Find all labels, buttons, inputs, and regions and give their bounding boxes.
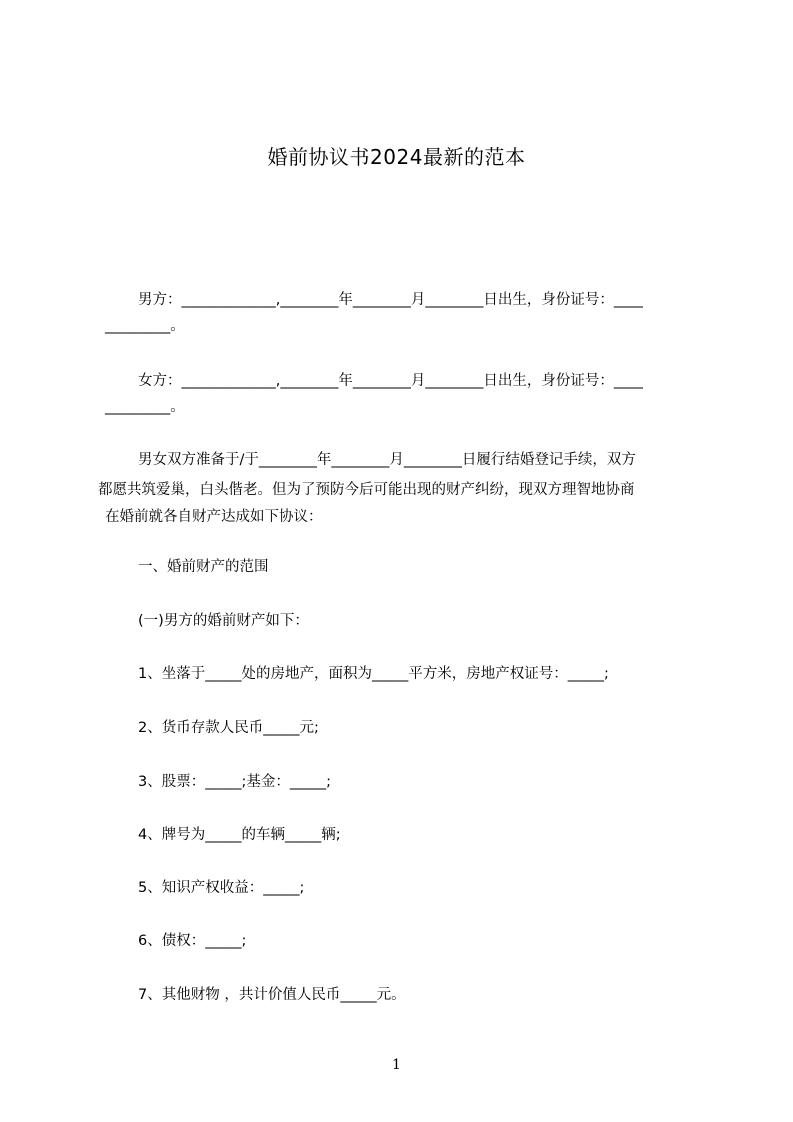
wife-id-continuation: _________。 [105,399,185,415]
section-heading: 一、婚前财产的范围 [138,559,269,575]
list-item: 5、知识产权收益：_____; [138,880,305,896]
list-item: 3、股票：_____;基金：_____; [138,774,331,790]
intro-paragraph-line-3: 在婚前就各自财产达成如下协议： [105,509,323,525]
list-item: 1、坐落于_____处的房地产，面积为_____平方米，房地产权证号：_____; [138,666,609,682]
husband-info-line: 男方：_____________,________年________月________日出生，身份证号：____ [138,292,643,308]
husband-id-continuation: _________。 [105,318,185,334]
wife-info-line: 女方：_____________,________年________月________日出生，身份证号：____ [138,373,643,389]
page-number: 1 [392,1057,401,1073]
list-item: 2、货币存款人民币_____元; [138,720,319,736]
list-item: 7、其他财物 ，共计价值人民币_____元。 [138,987,406,1003]
intro-paragraph-line-2: 都愿共筑爱巢，白头偕老。但为了预防今后可能出现的财产纠纷，现双方理智地协商 [98,482,635,498]
subsection-heading: (一)男方的婚前财产如下： [138,613,309,629]
document-title: 婚前协议书2024最新的范本 [267,145,526,169]
list-item: 6、债权：_____; [138,933,247,949]
list-item: 4、牌号为_____的车辆_____辆; [138,827,341,843]
intro-paragraph-line-1: 男女双方准备于/于________年________月________日履行结婚登记手续，双方 [138,452,636,468]
